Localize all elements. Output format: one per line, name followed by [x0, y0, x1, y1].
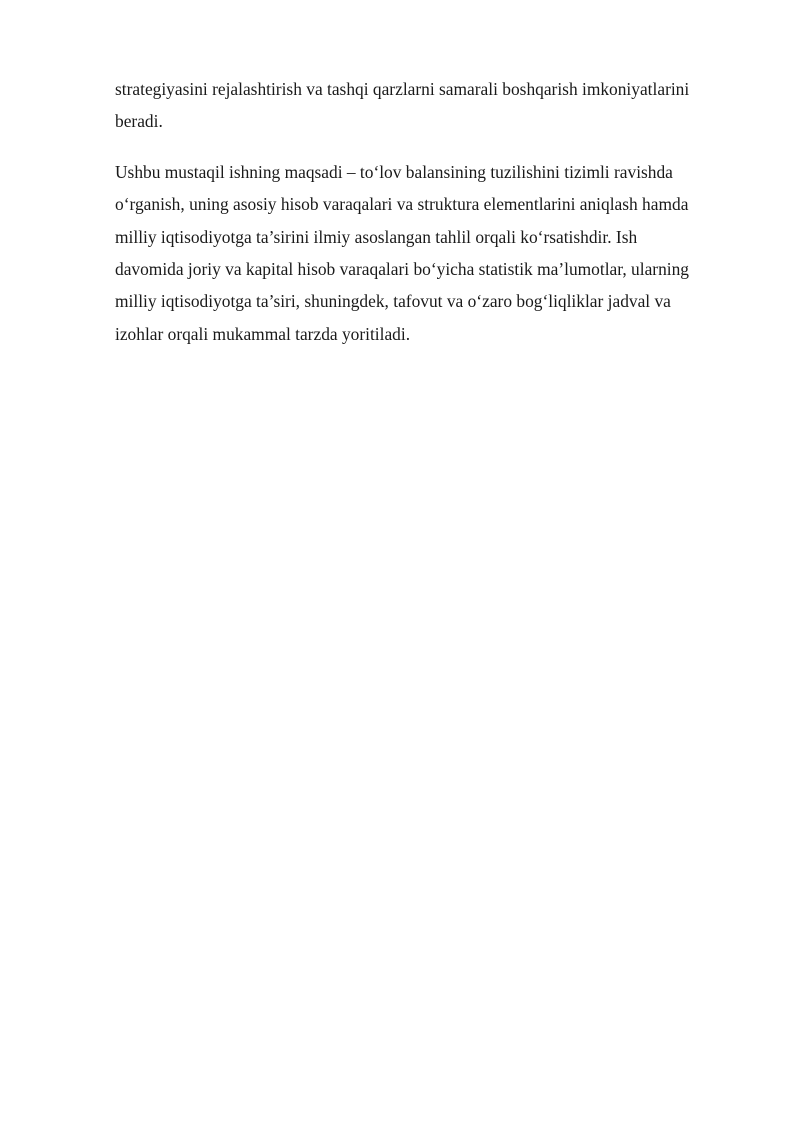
paragraph-continuation	[115, 73, 745, 138]
text-line: beradi.	[115, 111, 163, 132]
text-line: izohlar orqali mukammal tarzda yoritiladi.	[115, 323, 411, 344]
text-line: o‘rganish, uning asosiy hisob varaqalari va struktura elementlarini aniqlash hamda	[115, 194, 689, 215]
text-line: Ushbu mustaqil ishning maqsadi – to‘lov balansining tuzilishini tizimli ravishda	[115, 161, 673, 182]
text-line: milliy iqtisodiyotga ta’sirini ilmiy asoslangan tahlil orqali ko‘rsatishdir. Ish	[115, 226, 638, 247]
text-line: davomida joriy va kapital hisob varaqalari bo‘yicha statistik ma’lumotlar, ularning	[115, 259, 690, 280]
text-line: strategiyasini rejalashtirish va tashqi qarzlarni samarali boshqarish imkoniyatlarini	[115, 79, 690, 99]
text-line: milliy iqtisodiyotga ta’siri, shuningdek, tafovut va o‘zaro bog‘liqliklar jadval va	[115, 291, 671, 312]
body-text	[115, 73, 745, 350]
paragraph-purpose	[115, 156, 745, 350]
